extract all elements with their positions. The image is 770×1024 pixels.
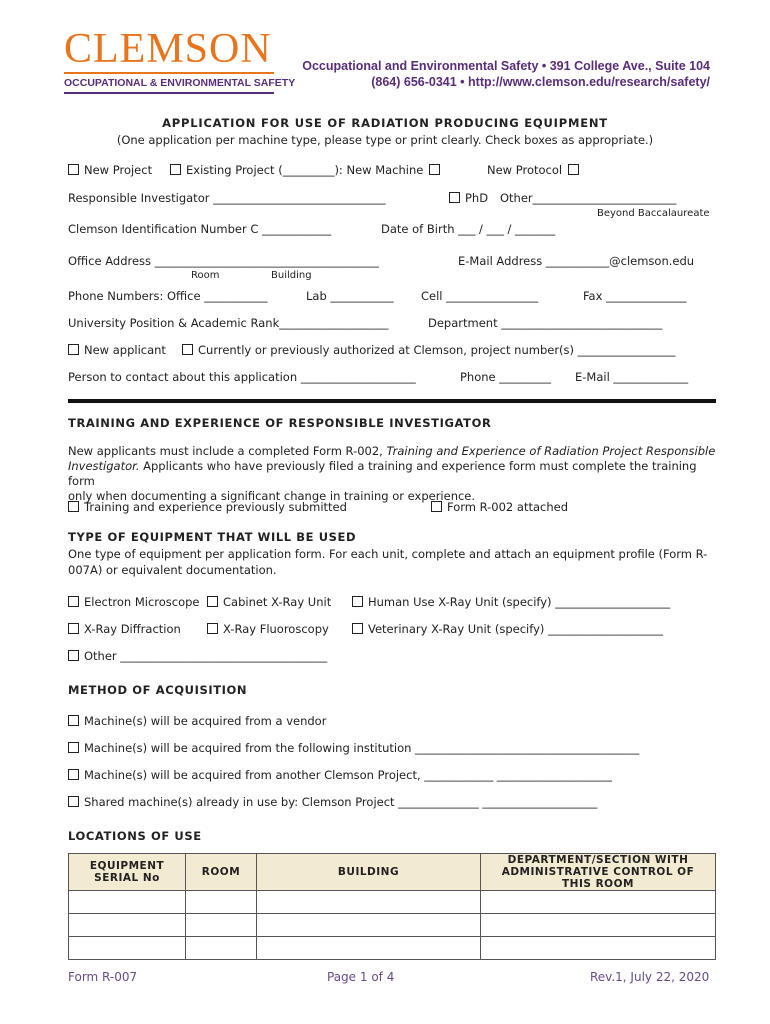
- table-cell[interactable]: [481, 914, 716, 937]
- table-cell[interactable]: [69, 891, 186, 914]
- new-machine-checkbox[interactable]: [429, 164, 440, 175]
- new-project-checkbox[interactable]: [68, 164, 79, 175]
- clemson-logo: [64, 28, 295, 94]
- other-equipment-option[interactable]: Other ____________________________________: [68, 649, 327, 663]
- room-label: Room: [191, 270, 220, 281]
- cabinet-xray-checkbox[interactable]: [207, 596, 218, 607]
- phone-lab-field[interactable]: Lab ___________: [306, 289, 394, 303]
- acquisition-heading: METHOD OF ACQUISITION: [68, 683, 248, 697]
- logo-wordmark: CLEMSON: [64, 26, 272, 72]
- header-address-line1: Occupational and Environmental Safety • 391 College Ave., Suite 104: [302, 59, 710, 73]
- contact-email-field[interactable]: E-Mail _____________: [575, 370, 689, 384]
- table-row: [69, 891, 716, 914]
- equipment-text-line2: 007A) or equivalent documentation.: [68, 563, 277, 577]
- acquire-vendor-option[interactable]: Machine(s) will be acquired from a vendor: [68, 714, 326, 728]
- acquire-clemson-project-checkbox[interactable]: [68, 769, 79, 780]
- col-department: DEPARTMENT/SECTION WITH ADMINISTRATIVE CONTROL OF THIS ROOM: [481, 854, 716, 891]
- new-applicant-checkbox[interactable]: [68, 344, 79, 355]
- table-cell[interactable]: [257, 914, 481, 937]
- table-cell[interactable]: [186, 937, 257, 960]
- acquire-institution-checkbox[interactable]: [68, 742, 79, 753]
- locations-table: [68, 853, 716, 960]
- footer-page-number: Page 1 of 4: [327, 970, 395, 984]
- new-protocol-option[interactable]: New Protocol: [487, 163, 584, 177]
- clemson-id-field[interactable]: Clemson Identification Number C ____________: [68, 222, 332, 236]
- equipment-text-line1: One type of equipment per application form. For each unit, complete and attach an equipment profile (Form R-: [68, 547, 708, 561]
- logo-subtitle: OCCUPATIONAL & ENVIRONMENTAL SAFETY: [64, 77, 296, 89]
- authorized-checkbox[interactable]: [182, 344, 193, 355]
- phone-office-field[interactable]: Phone Numbers: Office ___________: [68, 289, 268, 303]
- col-equipment-serial: EQUIPMENT SERIAL No: [69, 854, 186, 891]
- phd-option[interactable]: PhD: [449, 191, 488, 205]
- table-row: [69, 914, 716, 937]
- phone-cell-field[interactable]: Cell ________________: [421, 289, 539, 303]
- responsible-investigator-field[interactable]: Responsible Investigator ______________________________: [68, 191, 386, 205]
- new-protocol-checkbox[interactable]: [568, 164, 579, 175]
- beyond-baccalaureate-label: Beyond Baccalaureate: [597, 208, 710, 219]
- table-cell[interactable]: [69, 937, 186, 960]
- training-paragraph: New applicants must include a completed Form R-002, Training and Experience of Radiation Project Responsible Investigator. Applicants who have previously filed a training and experience form must complete the training form only when documenting a significant change in training or experience.: [68, 444, 716, 503]
- contact-person-field[interactable]: Person to contact about this application ____________________: [68, 370, 416, 384]
- training-heading: TRAINING AND EXPERIENCE OF RESPONSIBLE INVESTIGATOR: [68, 416, 492, 430]
- email-address-field[interactable]: E-Mail Address ___________@clemson.edu: [458, 254, 695, 268]
- shared-machine-option[interactable]: Shared machine(s) already in use by: Clemson Project ______________ ____________________: [68, 795, 597, 809]
- human-xray-option[interactable]: Human Use X-Ray Unit (specify) ____________________: [352, 595, 670, 609]
- cabinet-xray-option[interactable]: Cabinet X-Ray Unit: [207, 595, 331, 609]
- other-equipment-checkbox[interactable]: [68, 650, 79, 661]
- xray-fluoroscopy-option[interactable]: X-Ray Fluoroscopy: [207, 622, 329, 636]
- training-previously-checkbox[interactable]: [68, 501, 79, 512]
- phd-checkbox[interactable]: [449, 192, 460, 203]
- building-label: Building: [271, 270, 312, 281]
- form-r002-checkbox[interactable]: [431, 501, 442, 512]
- department-field[interactable]: Department ____________________________: [428, 316, 663, 330]
- table-cell[interactable]: [186, 891, 257, 914]
- table-cell[interactable]: [481, 891, 716, 914]
- acquire-clemson-project-option[interactable]: Machine(s) will be acquired from another Clemson Project, ____________ ____________________: [68, 768, 612, 782]
- other-degree-field[interactable]: Other_________________________: [500, 191, 677, 205]
- header-address-line2: (864) 656-0341 • http://www.clemson.edu/research/safety/: [371, 75, 710, 89]
- table-cell[interactable]: [257, 937, 481, 960]
- training-previously-option[interactable]: Training and experience previously submitted: [68, 500, 347, 514]
- col-building: BUILDING: [257, 854, 481, 891]
- shared-machine-checkbox[interactable]: [68, 796, 79, 807]
- date-of-birth-field[interactable]: Date of Birth ___ / ___ / _______: [381, 222, 556, 236]
- equipment-heading: TYPE OF EQUIPMENT THAT WILL BE USED: [68, 530, 357, 544]
- table-cell[interactable]: [481, 937, 716, 960]
- existing-project-option[interactable]: Existing Project (_________): New Machine: [170, 163, 445, 177]
- university-position-field[interactable]: University Position & Academic Rank___________________: [68, 316, 389, 330]
- office-address-field[interactable]: Office Address _______________________________________: [68, 254, 379, 268]
- form-title: APPLICATION FOR USE OF RADIATION PRODUCING EQUIPMENT: [162, 116, 608, 130]
- veterinary-xray-option[interactable]: Veterinary X-Ray Unit (specify) ____________________: [352, 622, 663, 636]
- footer-revision: Rev.1, July 22, 2020: [590, 970, 710, 984]
- locations-heading: LOCATIONS OF USE: [68, 829, 202, 843]
- acquire-institution-option[interactable]: Machine(s) will be acquired from the following institution _______________________________________: [68, 741, 639, 755]
- logo-rule-bottom: [64, 92, 274, 94]
- acquire-vendor-checkbox[interactable]: [68, 715, 79, 726]
- authorized-option[interactable]: Currently or previously authorized at Clemson, project number(s) _________________: [182, 343, 675, 357]
- form-r002-option[interactable]: Form R-002 attached: [431, 500, 568, 514]
- electron-microscope-checkbox[interactable]: [68, 596, 79, 607]
- existing-project-checkbox[interactable]: [170, 164, 181, 175]
- phone-fax-field[interactable]: Fax ______________: [583, 289, 687, 303]
- new-project-option[interactable]: New Project: [68, 163, 152, 177]
- form-subtitle: (One application per machine type, please type or print clearly. Check boxes as appropriate.): [116, 133, 654, 147]
- xray-diffraction-option[interactable]: X-Ray Diffraction: [68, 622, 181, 636]
- xray-diffraction-checkbox[interactable]: [68, 623, 79, 634]
- electron-microscope-option[interactable]: Electron Microscope: [68, 595, 200, 609]
- table-cell[interactable]: [69, 914, 186, 937]
- logo-rule-top: [64, 72, 274, 74]
- section-divider: [68, 399, 716, 403]
- xray-fluoroscopy-checkbox[interactable]: [207, 623, 218, 634]
- contact-phone-field[interactable]: Phone _________: [460, 370, 552, 384]
- table-row: [69, 937, 716, 960]
- locations-table-header: [69, 854, 716, 891]
- col-room: ROOM: [186, 854, 257, 891]
- veterinary-xray-checkbox[interactable]: [352, 623, 363, 634]
- footer-form-number: Form R-007: [68, 970, 138, 984]
- table-cell[interactable]: [186, 914, 257, 937]
- new-applicant-option[interactable]: New applicant: [68, 343, 166, 357]
- human-xray-checkbox[interactable]: [352, 596, 363, 607]
- table-cell[interactable]: [257, 891, 481, 914]
